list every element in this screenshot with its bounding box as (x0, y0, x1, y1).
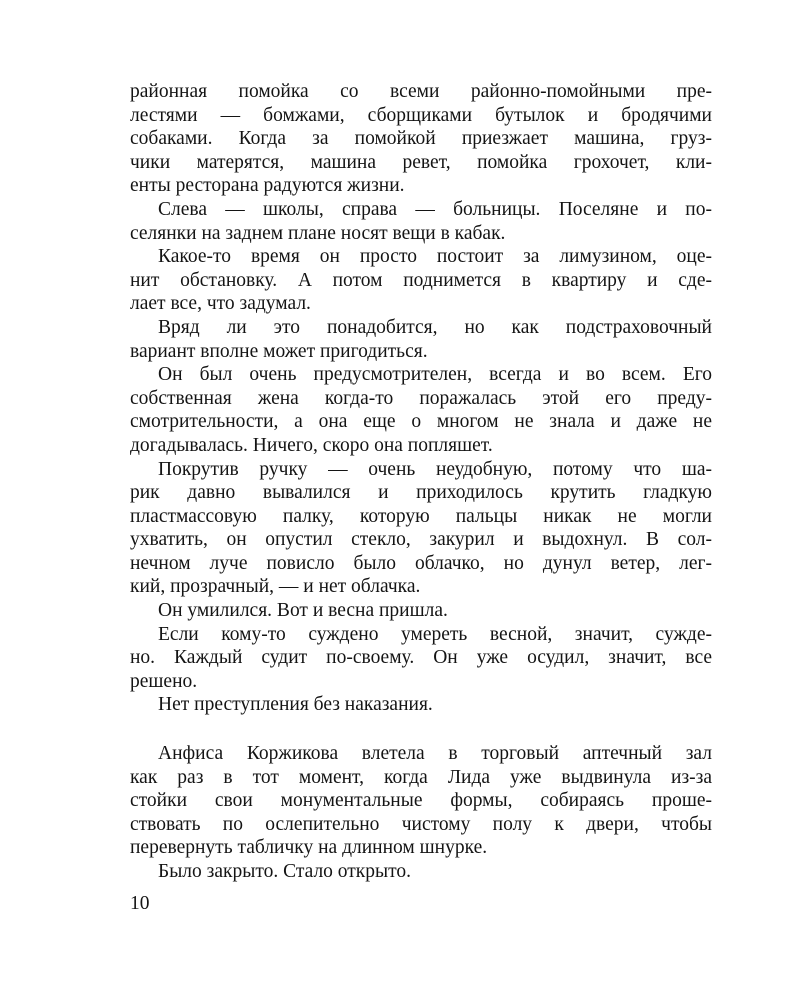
text-line: Нет преступления без наказания. (158, 694, 433, 716)
text-line: решено. (130, 670, 198, 692)
text-line: Он был очень предусмотрителен, всегда и во всем. Его (158, 364, 712, 386)
text-line: догадывалась. Ничего, скоро она попляшет. (130, 434, 493, 456)
text-line: кий, прозрачный, — и нет облачка. (130, 576, 421, 598)
text-line: собственная жена когда-то поражалась этой его преду- (130, 387, 712, 409)
text-line: районная помойка со всеми районно-помойными пре- (130, 81, 712, 102)
text-line: вариант вполне может пригодиться. (130, 340, 428, 362)
text-line: чики матерятся, машина ревет, помойка грохочет, кли- (130, 151, 712, 173)
text-line: селянки на заднем плане носят вещи в кабак. (130, 222, 506, 244)
text-line: рик давно вывалился и приходилось крутить гладкую (130, 482, 712, 504)
text-line: ухватить, он опустил стекло, закурил и выдохнул. В сол- (130, 529, 712, 551)
text-line: лает все, что задумал. (130, 293, 311, 315)
text-line: собаками. Когда за помойкой приезжает машина, груз- (130, 128, 712, 150)
text-line: Анфиса Коржикова влетела в торговый аптечный зал (158, 743, 712, 764)
text-line: Он умилился. Вот и весна пришла. (158, 600, 448, 622)
text-line: ствовать по ослепительно чистому полу к двери, чтобы (130, 813, 712, 835)
text-line: нит обстановку. А потом поднимется в квартиру и сде- (130, 269, 712, 291)
text-line: Если кому-то суждено умереть весной, значит, сужде- (158, 623, 712, 645)
text-line: как раз в тот момент, когда Лида уже выдвинула из-за (130, 766, 712, 788)
text-line: Вряд ли это понадобится, но как подстраховочный (158, 316, 712, 338)
text-line: Какое-то время он просто постоит за лимузином, оце- (158, 246, 712, 268)
text-line: стойки свои монументальные формы, собираясь проше- (130, 790, 712, 812)
text-line: смотрительности, а она еще о многом не знала и даже не (130, 411, 712, 433)
text-line: нечном луче повисло было облачко, но дунул ветер, лег- (130, 552, 712, 574)
text-line: перевернуть табличку на длинном шнурке. (130, 837, 488, 859)
text-line: Было закрыто. Стало открыто. (158, 860, 412, 882)
page-number: 10 (130, 893, 150, 914)
text-line: пластмассовую палку, которую пальцы никак не могли (130, 505, 712, 527)
text-line: Покрутив ручку — очень неудобную, потому что ша- (158, 458, 712, 480)
text-section-2 (130, 742, 712, 884)
text-line: но. Каждый судит по-своему. Он уже осудил, значит, все (130, 647, 712, 669)
text-line: Слева — школы, справа — больницы. Поселяне и по- (158, 198, 712, 220)
text-line: лестями — бомжами, сборщиками бутылок и бродячими (130, 104, 712, 126)
text-section-1 (130, 80, 712, 717)
text-line: енты ресторана радуются жизни. (130, 175, 405, 197)
